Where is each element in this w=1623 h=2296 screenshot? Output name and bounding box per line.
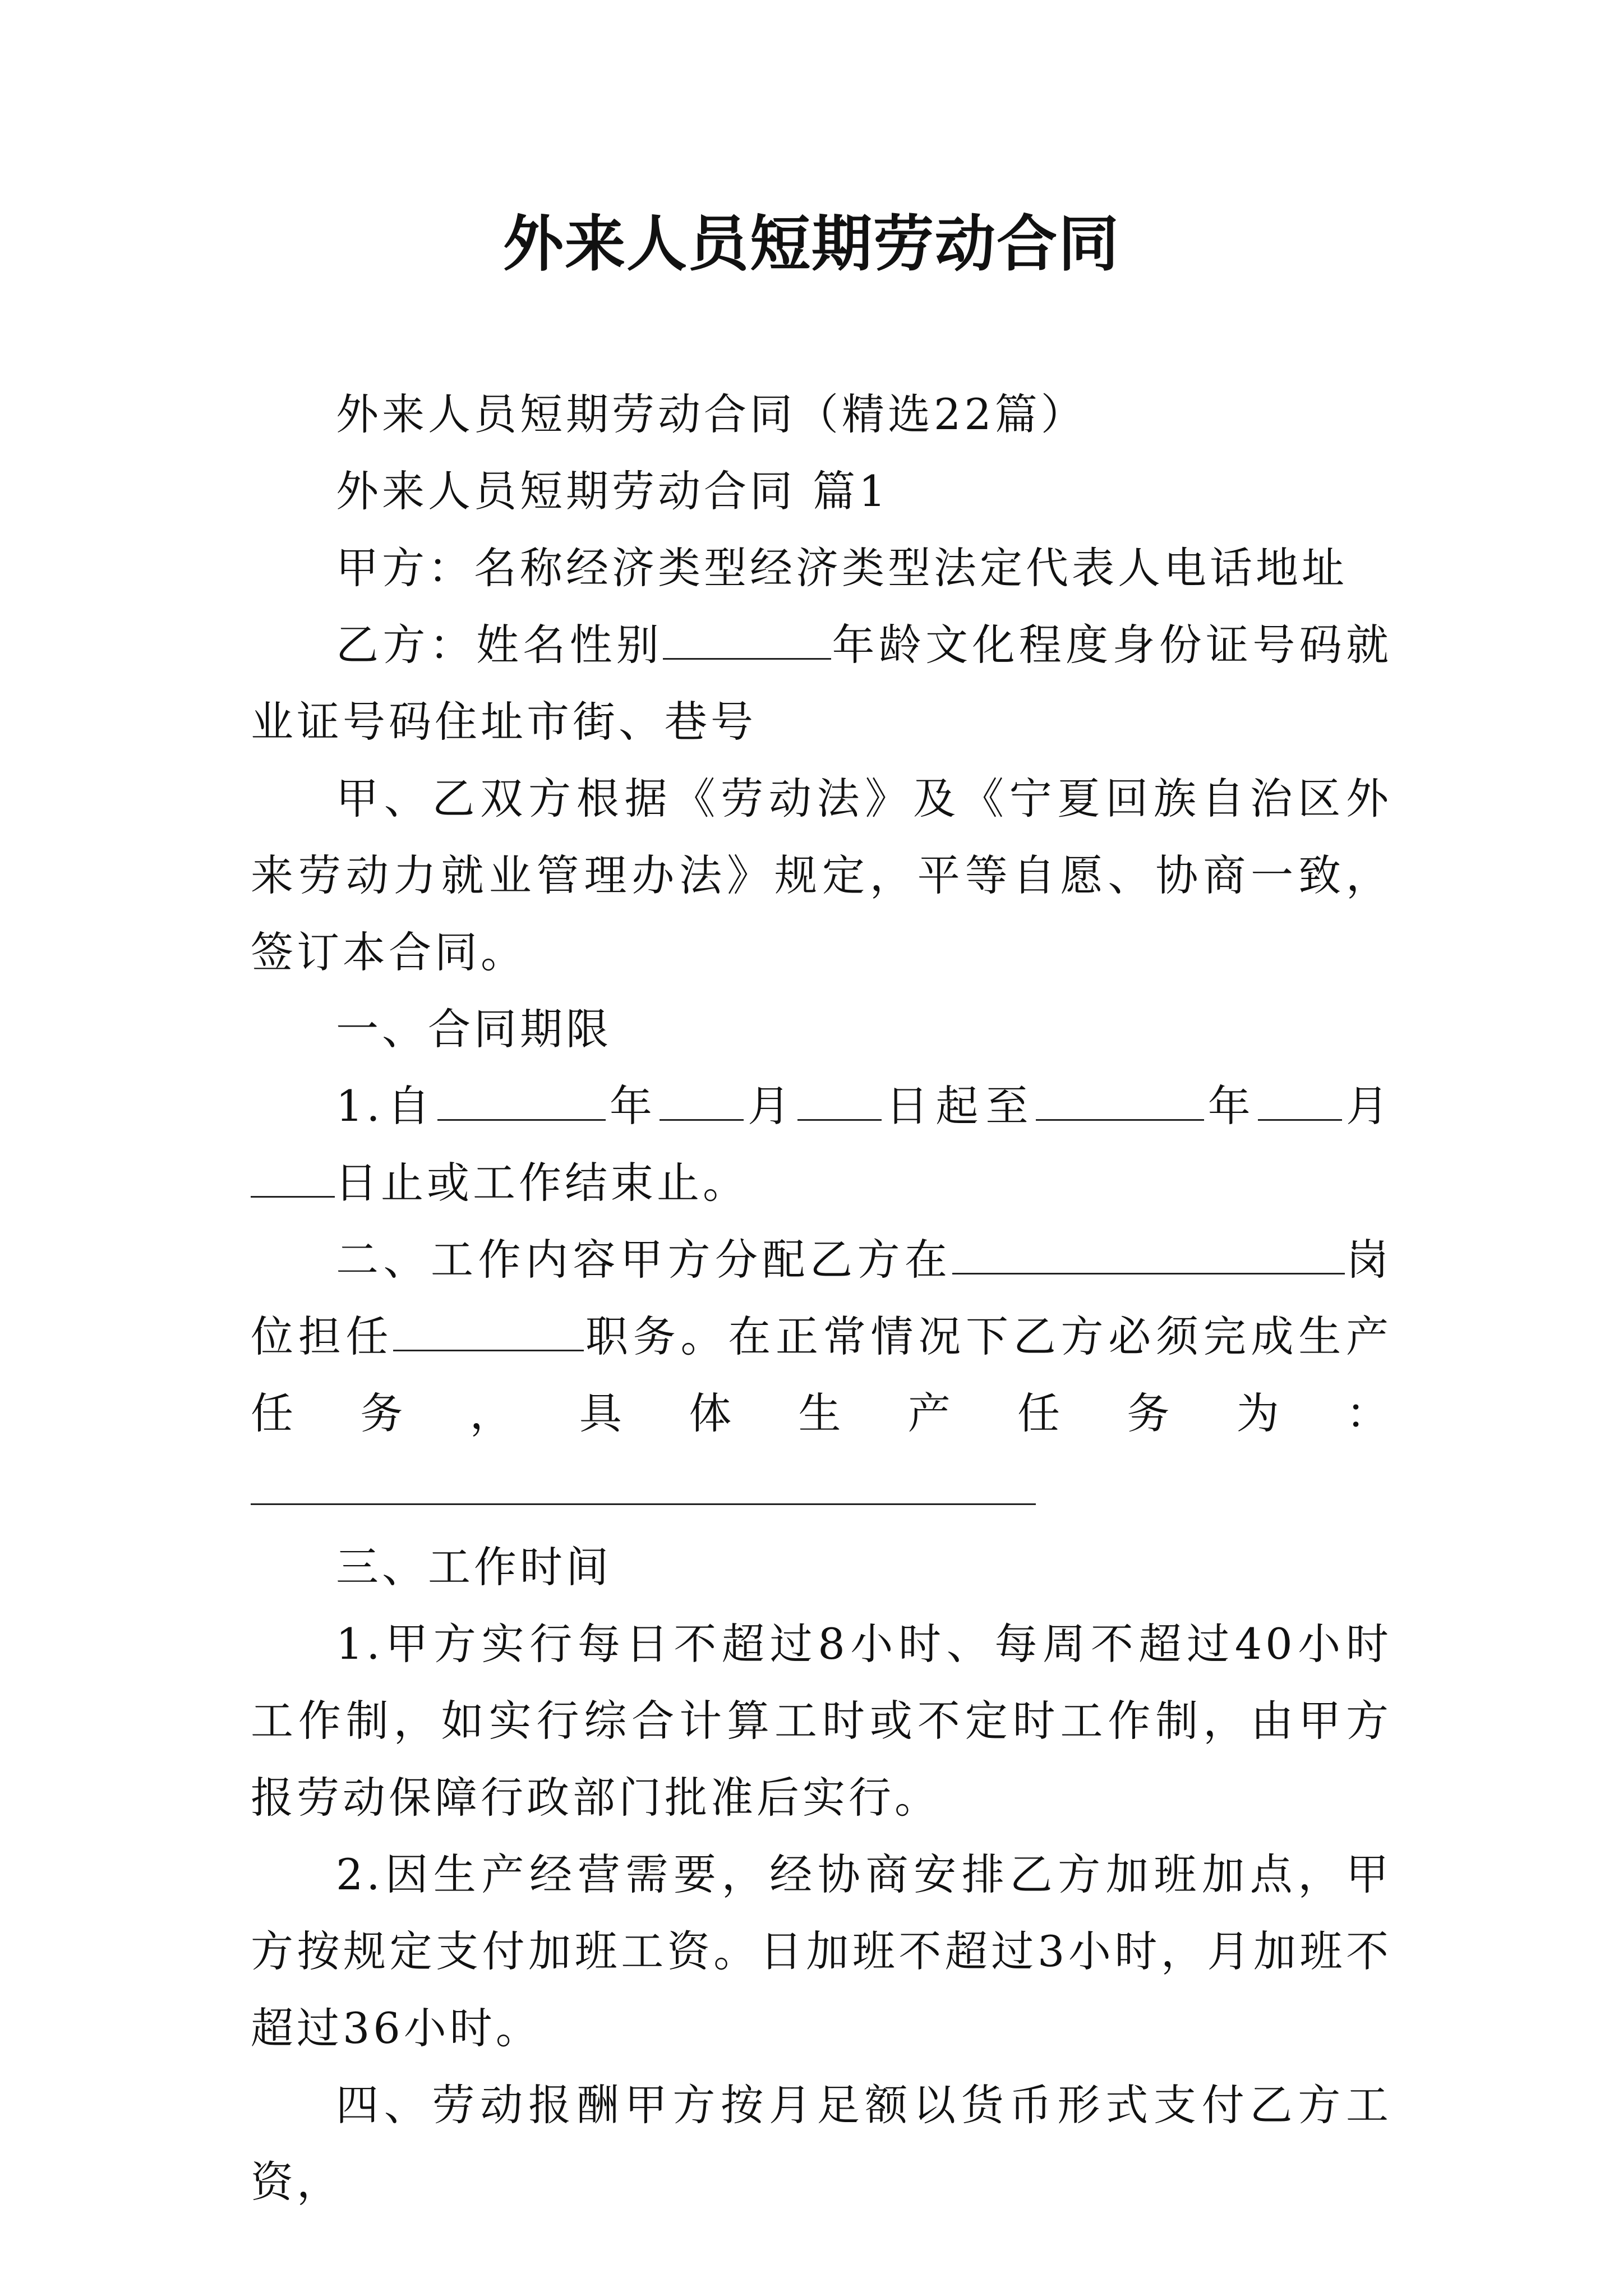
party-b [251,606,1392,760]
start-month-blank [660,1080,744,1121]
end-day-blank [251,1157,335,1198]
term-text-g: 日止或工作结束止。 [335,1158,749,1208]
term-text-f: 月 [1341,1081,1393,1131]
document-title: 外来人员短期劳动合同 [502,209,1120,279]
preamble: 甲、乙双方根据《劳动法》及《宁夏回族自治区外来劳动力就业管理办法》规定，平等自愿、协商一致，签订本合同。 [251,774,1392,977]
gender-blank [663,619,831,660]
end-month-blank [1258,1080,1342,1121]
term-text-b: 年 [605,1081,660,1131]
term-text-d: 日起至 [882,1081,1036,1131]
contract-term-paragraph [251,1068,1392,1221]
end-year-blank [1036,1080,1204,1121]
working-hours-paragraph-1: 1.甲方实行每日不超过8小时、每周不超过40小时工作制，如实行综合计算工时或不定时工作制，由甲方报劳动保障行政部门批准后实行。 [251,1619,1392,1823]
document-body [251,376,1392,2220]
section-1-heading: 一、合同期限 [336,1004,612,1054]
start-day-blank [797,1080,882,1121]
term-text-c: 月 [743,1081,798,1131]
remuneration-paragraph: 四、劳动报酬甲方按月足额以货币形式支付乙方工资， [251,2080,1392,2207]
party-a: 甲方：名称经济类型经济类型法定代表人电话地址 [336,543,1348,593]
work-text-b: 岗位担任 [251,1235,1392,1361]
working-hours-paragraph-2: 2.因生产经营需要，经协商安排乙方加班加点，甲方按规定支付加班工资。日加班不超过3小时，月加班不超过36小时。 [251,1849,1392,2053]
start-year-blank [437,1080,606,1121]
party-b-text-1: 乙方：姓名性别 [336,620,663,670]
work-content-paragraph [251,1221,1392,1529]
section-heading: 外来人员短期劳动合同 篇1 [336,466,889,516]
work-text-a: 二、工作内容甲方分配乙方在 [336,1235,952,1285]
work-text-c: 职务。在正常情况下乙方必须完成生产任务，具体生产任务为： [251,1312,1392,1438]
subtitle: 外来人员短期劳动合同（精选22篇） [336,389,1087,439]
term-text-a: 1.自 [336,1081,437,1131]
section-3-heading: 三、工作时间 [336,1542,612,1592]
duty-blank [393,1310,584,1351]
term-text-e: 年 [1204,1081,1258,1131]
task-blank [251,1464,1036,1505]
post-blank [952,1234,1345,1274]
party-b-text-2: 年龄文化程度身份证号码就业证号码住址市街、巷号 [251,620,1393,747]
